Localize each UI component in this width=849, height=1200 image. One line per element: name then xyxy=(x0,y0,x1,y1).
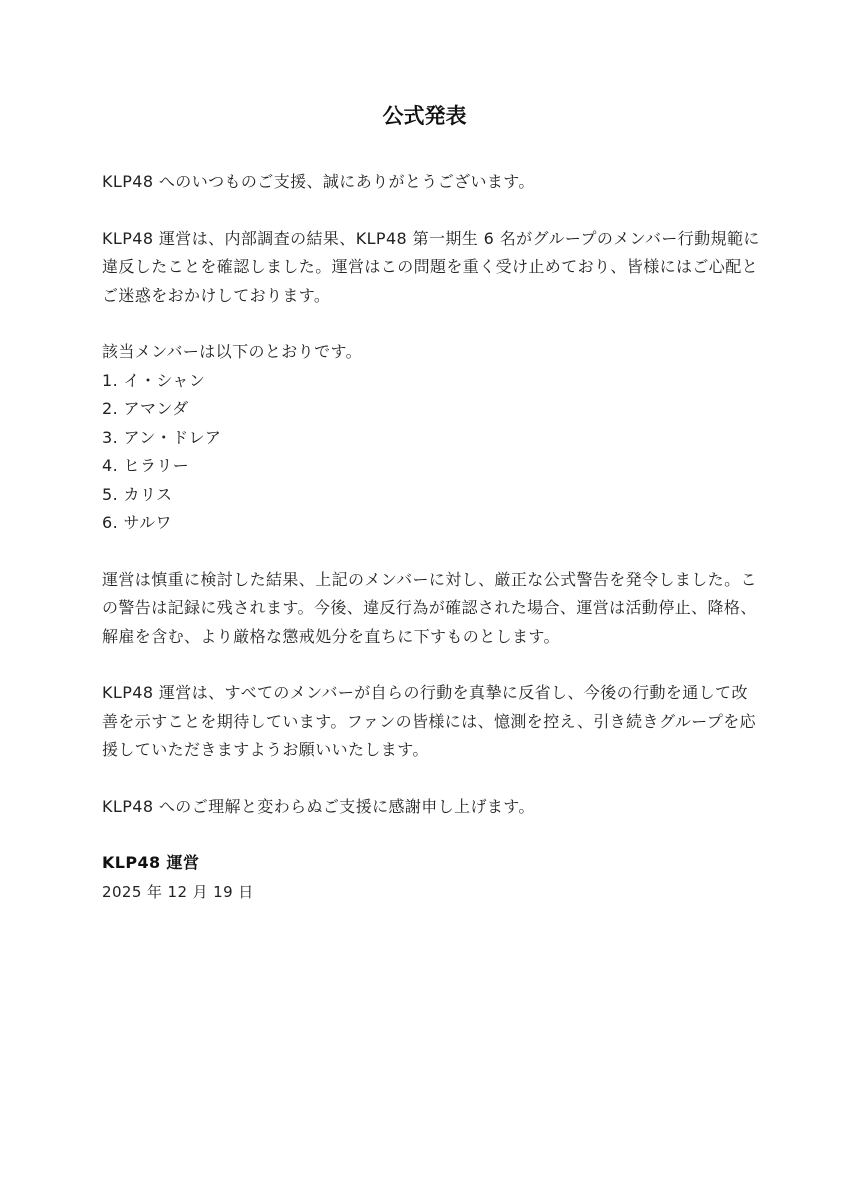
investigation-paragraph: KLP48 運営は、内部調査の結果、KLP48 第一期生 6 名がグループのメンバー行動規範に違反したことを確認しました。運営はこの問題を重く受け止めており、皆様にはご心配とご迷惑をおかけしております。 xyxy=(102,228,760,305)
member-list-item: 1. イ・シャン xyxy=(102,370,206,390)
signature-organization: KLP48 運営 xyxy=(102,853,200,872)
member-list-item: 6. サルワ xyxy=(102,513,172,532)
members-intro: 該当メンバーは以下のとおりです。 xyxy=(102,342,363,361)
member-list-item: 4. ヒラリー xyxy=(102,456,190,475)
signature-block xyxy=(102,849,762,906)
member-list-item: 5. カリス xyxy=(102,484,173,504)
expectation-paragraph: KLP48 運営は、すべてのメンバーが自らの行動を真摯に反省し、今後の行動を通して改善を示すことを期待しています。ファンの皆様には、憶測を控え、引き続きグループを応援していただきますようお願いいたします。 xyxy=(102,683,757,759)
greeting-paragraph: KLP48 へのいつものご支援、誠にありがとうございます。 xyxy=(102,172,535,191)
signature-date: 2025 年 12 月 19 日 xyxy=(102,882,254,901)
member-list-item: 3. アン・ドレア xyxy=(102,427,222,447)
warning-paragraph: 運営は慎重に検討した結果、上記のメンバーに対し、厳正な公式警告を発令しました。この警告は記録に残されます。今後、違反行為が確認された場合、運営は活動停止、降格、解雇を含む、より厳格な懲戒処分を直ちに下すものとします。 xyxy=(102,569,757,646)
member-list-item: 2. アマンダ xyxy=(102,399,189,418)
document-body xyxy=(102,168,762,906)
thanks-paragraph: KLP48 へのご理解と変わらぬご支援に感謝申し上げます。 xyxy=(102,796,535,816)
document-title: 公式発表 xyxy=(382,104,467,128)
member-list xyxy=(102,367,762,538)
